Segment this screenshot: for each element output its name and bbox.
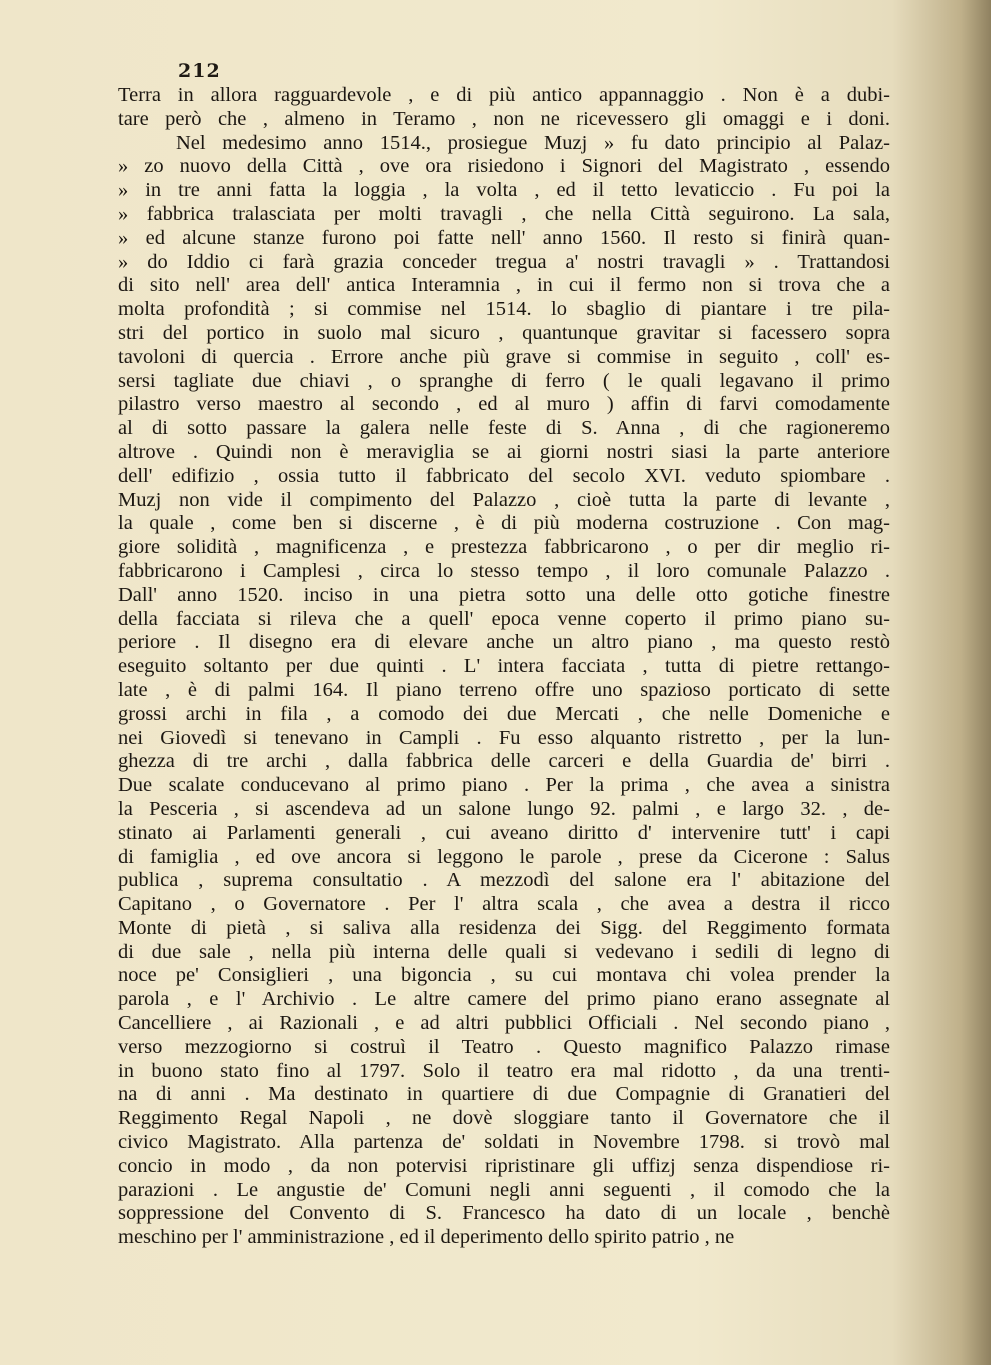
text-line: civico Magistrato. Alla partenza de' soldati in Novembre 1798. si trovò mal bbox=[118, 1131, 890, 1154]
page-number: 212 bbox=[178, 60, 221, 82]
text-line: al di sotto passare la galera nelle feste di S. Anna , di che ragioneremo bbox=[118, 417, 890, 440]
text-line: altrove . Quindi non è meraviglia se ai giorni nostri siasi la parte anteriore bbox=[118, 440, 890, 463]
text-line: » in tre anni fatta la loggia , la volta , ed il tetto levaticcio . Fu poi la bbox=[118, 179, 890, 202]
text-line: » fabbrica tralasciata per molti travagli , che nella Città seguirono. La sala, bbox=[118, 202, 890, 225]
text-line: na di anni . Ma destinato in quartiere di due Compagnie di Granatieri del bbox=[118, 1083, 890, 1106]
text-line: tare però che , almeno in Teramo , non ne ricevessero gli omaggi e i doni. bbox=[118, 107, 890, 130]
text-line: late , è di palmi 164. Il piano terreno offre uno spazioso porticato di sette bbox=[118, 678, 890, 701]
text-line: Terra in allora ragguardevole , e di più antico appannaggio . Non è a dubi- bbox=[118, 84, 890, 106]
text-line: nei Giovedì si tenevano in Campli . Fu esso alquanto ristretto , per la lun- bbox=[118, 726, 890, 749]
text-line: periore . Il disegno era di elevare anche un altro piano , ma questo restò bbox=[118, 631, 890, 654]
text-line: Reggimento Regal Napoli , ne dovè sloggiare tanto il Governatore che il bbox=[118, 1107, 890, 1130]
text-line: noce pe' Consiglieri , una bigoncia , su cui montava chi volea prender la bbox=[118, 964, 890, 987]
text-line: publica , suprema consultatio . A mezzodì del salone era l' abitazione del bbox=[118, 869, 890, 892]
text-line: Due scalate conducevano al primo piano . Per la prima , che avea a sinistra bbox=[118, 774, 890, 797]
text-line: di sito nell' area dell' antica Interamnia , in cui il fermo non si trova che a bbox=[118, 274, 890, 297]
text-line: giore solidità , magnificenza , e prestezza fabbricarono , o per dir meglio ri- bbox=[118, 536, 890, 559]
text-line: tavoloni di quercia . Errore anche più grave si commise in seguito , coll' es- bbox=[118, 345, 890, 368]
text-line: soppressione del Convento di S. Francesco ha dato di un locale , benchè bbox=[118, 1202, 890, 1225]
text-line: Cancelliere , ai Razionali , e ad altri pubblici Officiali . Nel secondo piano , bbox=[118, 1012, 890, 1035]
text-line: verso mezzogiorno si costruì il Teatro . Questo magnifico Palazzo rimase bbox=[118, 1035, 890, 1058]
text-line: » zo nuovo della Città , ove ora risiedono i Signori del Magistrato , essendo bbox=[118, 155, 890, 178]
text-line: molta profondità ; si commise nel 1514. lo sbaglio di piantare i tre pila- bbox=[118, 298, 890, 321]
text-line: ghezza di tre archi , dalla fabbrica delle carceri e della Guardia de' birri . bbox=[118, 750, 890, 773]
text-line: eseguito soltanto per due quinti . L' intera facciata , tutta di pietre rettango- bbox=[118, 655, 890, 678]
text-line: » ed alcune stanze furono poi fatte nell' anno 1560. Il resto si finirà quan- bbox=[118, 226, 890, 249]
text-line: in buono stato fino al 1797. Solo il teatro era mal ridotto , da una trenti- bbox=[118, 1059, 890, 1082]
text-line: meschino per l' amministrazione , ed il deperimento dello spirito patrio , ne bbox=[118, 1226, 735, 1249]
text-line: la Pesceria , si ascendeva ad un salone lungo 92. palmi , e largo 32. , de- bbox=[118, 797, 890, 820]
text-line: pilastro verso maestro al secondo , ed al muro ) affin di farvi comodamente bbox=[118, 393, 890, 416]
body-text bbox=[118, 84, 890, 1250]
text-line: parazioni . Le angustie de' Comuni negli anni seguenti , il comodo che la bbox=[118, 1178, 890, 1201]
text-line: » do Iddio ci farà grazia conceder tregua a' nostri travagli » . Trattandosi bbox=[118, 250, 890, 273]
text-line: grossi archi in fila , a comodo dei due Mercati , che nelle Domeniche e bbox=[118, 702, 890, 725]
text-line: dell' edifizio , ossia tutto il fabbricato del secolo XVI. veduto spiombare . bbox=[118, 464, 890, 487]
text-line: fabbricarono i Camplesi , circa lo stesso tempo , il loro comunale Palazzo . bbox=[118, 559, 890, 582]
text-line: parola , e l' Archivio . Le altre camere del primo piano erano assegnate al bbox=[118, 988, 890, 1011]
text-line: Nel medesimo anno 1514., prosiegue Muzj » fu dato principio al Palaz- bbox=[176, 131, 890, 154]
text-line: della facciata si rileva che a quell' epoca venne coperto il primo piano su- bbox=[118, 607, 890, 630]
text-line: stri del portico in suolo mal sicuro , quantunque gravitar si facessero sopra bbox=[118, 321, 890, 344]
text-line: Capitano , o Governatore . Per l' altra scala , che avea a destra il ricco bbox=[118, 893, 890, 916]
text-line: di due sale , nella più interna delle quali si vedevano i sedili di legno di bbox=[118, 940, 890, 963]
text-line: sersi tagliate due chiavi , o spranghe di ferro ( le quali legavano il primo bbox=[118, 369, 890, 392]
text-line: Muzj non vide il compimento del Palazzo , cioè tutta la parte di levante , bbox=[118, 488, 890, 511]
text-line: Dall' anno 1520. inciso in una pietra sotto una delle otto gotiche finestre bbox=[118, 583, 890, 606]
text-line: di famiglia , ed ove ancora si leggono le parole , prese da Cicerone : Salus bbox=[118, 845, 890, 868]
text-line: concio in modo , da non potervisi ripristinare gli uffizj senza dispendiose ri- bbox=[118, 1154, 890, 1177]
text-line: stinato ai Parlamenti generali , cui aveano diritto d' intervenire tutt' i capi bbox=[118, 821, 890, 844]
text-line: Monte di pietà , si saliva alla residenza dei Sigg. del Reggimento formata bbox=[118, 916, 890, 939]
text-line: la quale , come ben si discerne , è di più moderna costruzione . Con mag- bbox=[118, 512, 890, 535]
